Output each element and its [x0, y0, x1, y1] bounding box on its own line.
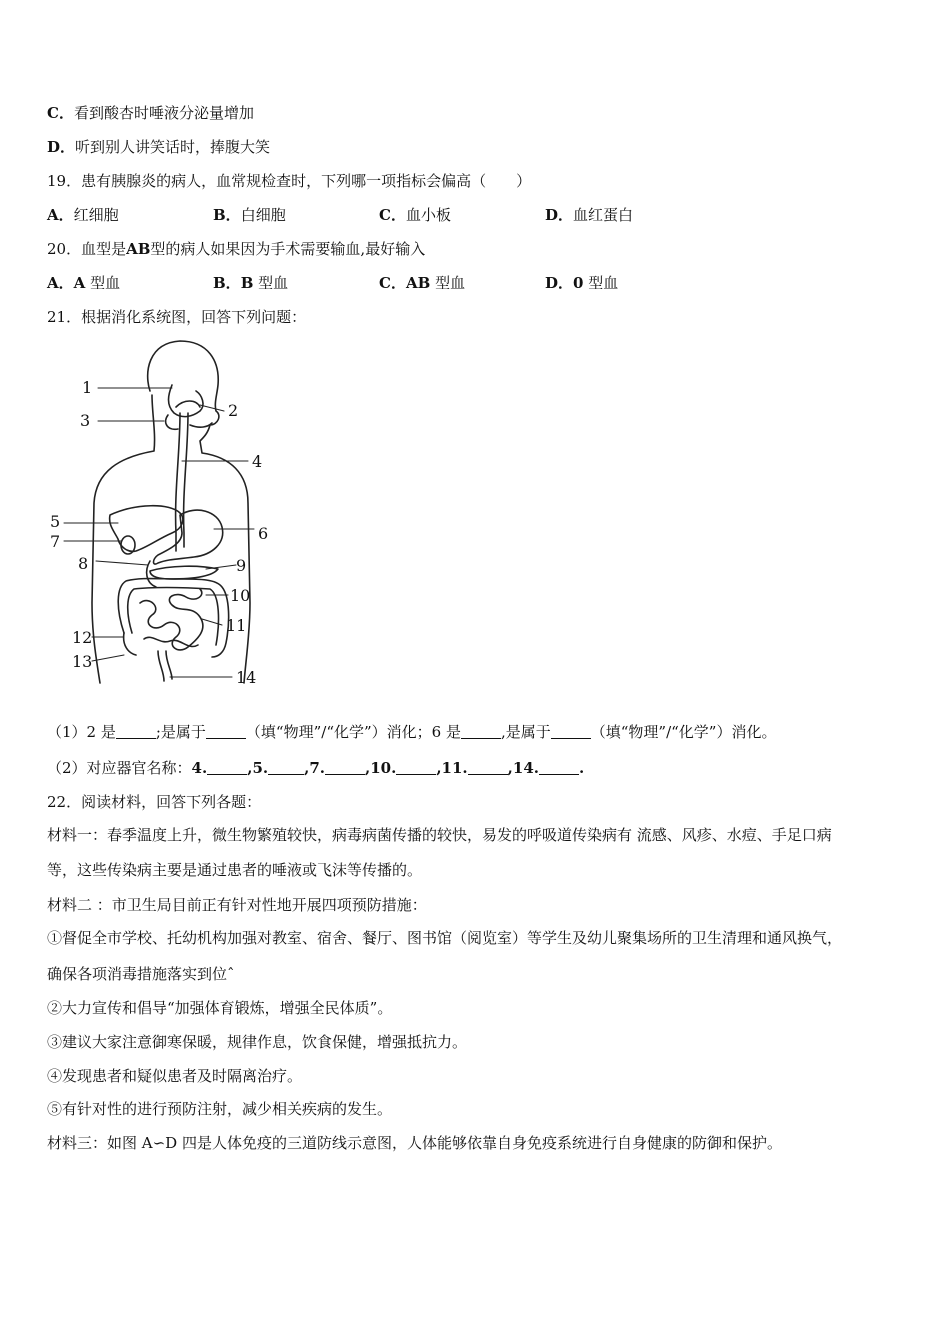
q22-measure-1-cont: 确保各项消毒措施落实到位ˆ	[47, 965, 235, 983]
pancreas	[150, 566, 218, 579]
q20-blood-type: AB	[126, 240, 151, 258]
leader-8	[96, 561, 148, 565]
label-8: 8	[78, 554, 89, 573]
q18-option-c	[47, 103, 254, 123]
answer-blank[interactable]	[268, 759, 304, 775]
q19-option-a	[47, 205, 213, 225]
q19-option-d	[545, 205, 711, 225]
label-11: 11	[226, 616, 247, 635]
chin-line	[190, 423, 212, 427]
q21-sub1-text: ,是属于	[500, 723, 551, 741]
q21-sub2-num: .	[578, 759, 585, 777]
salivary-gland	[166, 415, 178, 429]
q21-sub1-text: （填“物理”/“化学”）消化；6 是	[245, 723, 461, 741]
option-text: 血红蛋白	[573, 206, 634, 224]
label-3: 3	[80, 411, 91, 430]
q20-option-a	[47, 273, 213, 293]
option-text: 听到别人讲笑话时，捧腹大笑	[75, 138, 271, 156]
q20-option-d	[545, 273, 711, 293]
label-4: 4	[252, 452, 263, 471]
leader-2	[200, 405, 224, 411]
q20-option-c	[379, 273, 545, 293]
q22-measure-5: ⑤有针对性的进行预防注射，减少相关疾病的发生。	[47, 1100, 393, 1118]
answer-blank[interactable]	[325, 759, 365, 775]
q21-sub2-num: ,11.	[436, 759, 468, 777]
q21-sub2-num: ,14.	[507, 759, 539, 777]
q22-measure-3: ③建议大家注意御寒保暖，规律作息，饮食保健，增强抵抗力。	[47, 1033, 468, 1051]
q22-material-1-cont: 等，这些传染病主要是通过患者的唾液或飞沫等传播的。	[47, 861, 423, 879]
option-key: B．	[213, 206, 241, 224]
q20-stem-part: 20．血型是	[47, 240, 127, 258]
label-9: 9	[236, 556, 247, 575]
q21-sub2-num: ,7.	[304, 759, 325, 777]
option-value: 0	[573, 274, 584, 292]
q22-measure-4: ④发现患者和疑似患者及时隔离治疗。	[47, 1067, 303, 1085]
q22-measure-2: ②大力宣传和倡导“加强体育锻炼，增强全民体质”。	[47, 999, 393, 1017]
q20-stem-part: 型的病人如果因为手术需要输血,最好输入	[150, 240, 426, 258]
q19-stem: 19．患有胰腺炎的病人，血常规检查时，下列哪一项指标会偏高（ ）	[47, 172, 532, 190]
option-key: A．	[47, 274, 74, 292]
tongue	[176, 401, 200, 407]
label-7: 7	[50, 532, 61, 551]
option-key: C．	[379, 274, 406, 292]
label-12: 12	[72, 628, 93, 647]
answer-blank[interactable]	[461, 723, 501, 739]
answer-blank[interactable]	[396, 759, 436, 775]
q20-option-b	[213, 273, 379, 293]
option-value: B	[240, 274, 254, 292]
option-text: 型血	[258, 274, 289, 292]
label-2: 2	[228, 401, 239, 420]
option-key: C．	[47, 104, 74, 122]
appendix	[124, 633, 136, 655]
answer-blank[interactable]	[468, 759, 508, 775]
option-text: 型血	[435, 274, 466, 292]
q22-material-3: 材料三：如图 A∽D 四是人体免疫的三道防线示意图，人体能够依靠自身免疫系统进行自身健康的防御和保护。	[47, 1134, 782, 1152]
rectum-inner	[166, 651, 172, 679]
q20-stem	[47, 239, 425, 259]
option-key: D．	[545, 274, 574, 292]
q22-material-1: 材料一：春季温度上升，微生物繁殖较快，病毒病菌传播的较快，易发的呼吸道传染病有 流感、风疹、水痘、手足口病	[47, 826, 832, 844]
q19-options	[47, 205, 711, 225]
answer-blank[interactable]	[116, 723, 156, 739]
q21-sub1	[47, 722, 776, 742]
option-key: D．	[47, 138, 76, 156]
q18-option-d	[47, 137, 270, 157]
q22-material-2: 材料二 ：市卫生局目前正有针对性地开展四项预防措施：	[47, 896, 427, 914]
option-value: A	[73, 274, 86, 292]
option-text: 白细胞	[240, 206, 286, 224]
option-text: 看到酸杏时唾液分泌量增加	[73, 104, 254, 122]
option-text: 红细胞	[73, 206, 119, 224]
q19-option-c	[379, 205, 545, 225]
option-key: B．	[213, 274, 241, 292]
answer-blank[interactable]	[207, 759, 247, 775]
label-14: 14	[236, 668, 257, 687]
label-5: 5	[50, 512, 61, 531]
q21-stem: 21．根据消化系统图，回答下列问题：	[47, 308, 307, 326]
answer-blank[interactable]	[206, 723, 246, 739]
esophagus-inner	[184, 413, 188, 547]
q21-sub2-num: 4.	[191, 759, 208, 777]
rectum	[158, 651, 164, 681]
q20-options	[47, 273, 711, 293]
q22-measure-1: ①督促全市学校、托幼机构加强对教室、宿舍、餐厅、图书馆（阅览室）等学生及幼儿聚集场所的卫生清理和通风换气，	[47, 929, 843, 947]
option-text: 型血	[588, 274, 619, 292]
label-6: 6	[258, 524, 269, 543]
option-key: C．	[379, 206, 406, 224]
q21-sub2-text: （2）对应器官名称：	[47, 759, 192, 777]
q22-stem: 22．阅读材料，回答下列各题：	[47, 793, 262, 811]
q21-sub1-text: ;是属于	[155, 723, 206, 741]
answer-blank[interactable]	[551, 723, 591, 739]
label-1: 1	[82, 378, 93, 397]
q21-sub2-num: ,10.	[365, 759, 397, 777]
q21-sub2-num: ,5.	[247, 759, 269, 777]
label-13: 13	[72, 652, 93, 671]
option-key: A．	[47, 206, 74, 224]
q21-sub1-text: （填“物理”/“化学”）消化。	[590, 723, 777, 741]
q21-sub1-text: （1）2 是	[47, 723, 116, 741]
digestive-system-diagram	[40, 333, 290, 693]
option-value: AB	[405, 274, 431, 292]
q19-option-b	[213, 205, 379, 225]
option-text: 血小板	[405, 206, 451, 224]
q21-sub2	[47, 758, 584, 778]
option-text: 型血	[90, 274, 121, 292]
option-key: D．	[545, 206, 574, 224]
label-10: 10	[230, 586, 251, 605]
answer-blank[interactable]	[539, 759, 579, 775]
